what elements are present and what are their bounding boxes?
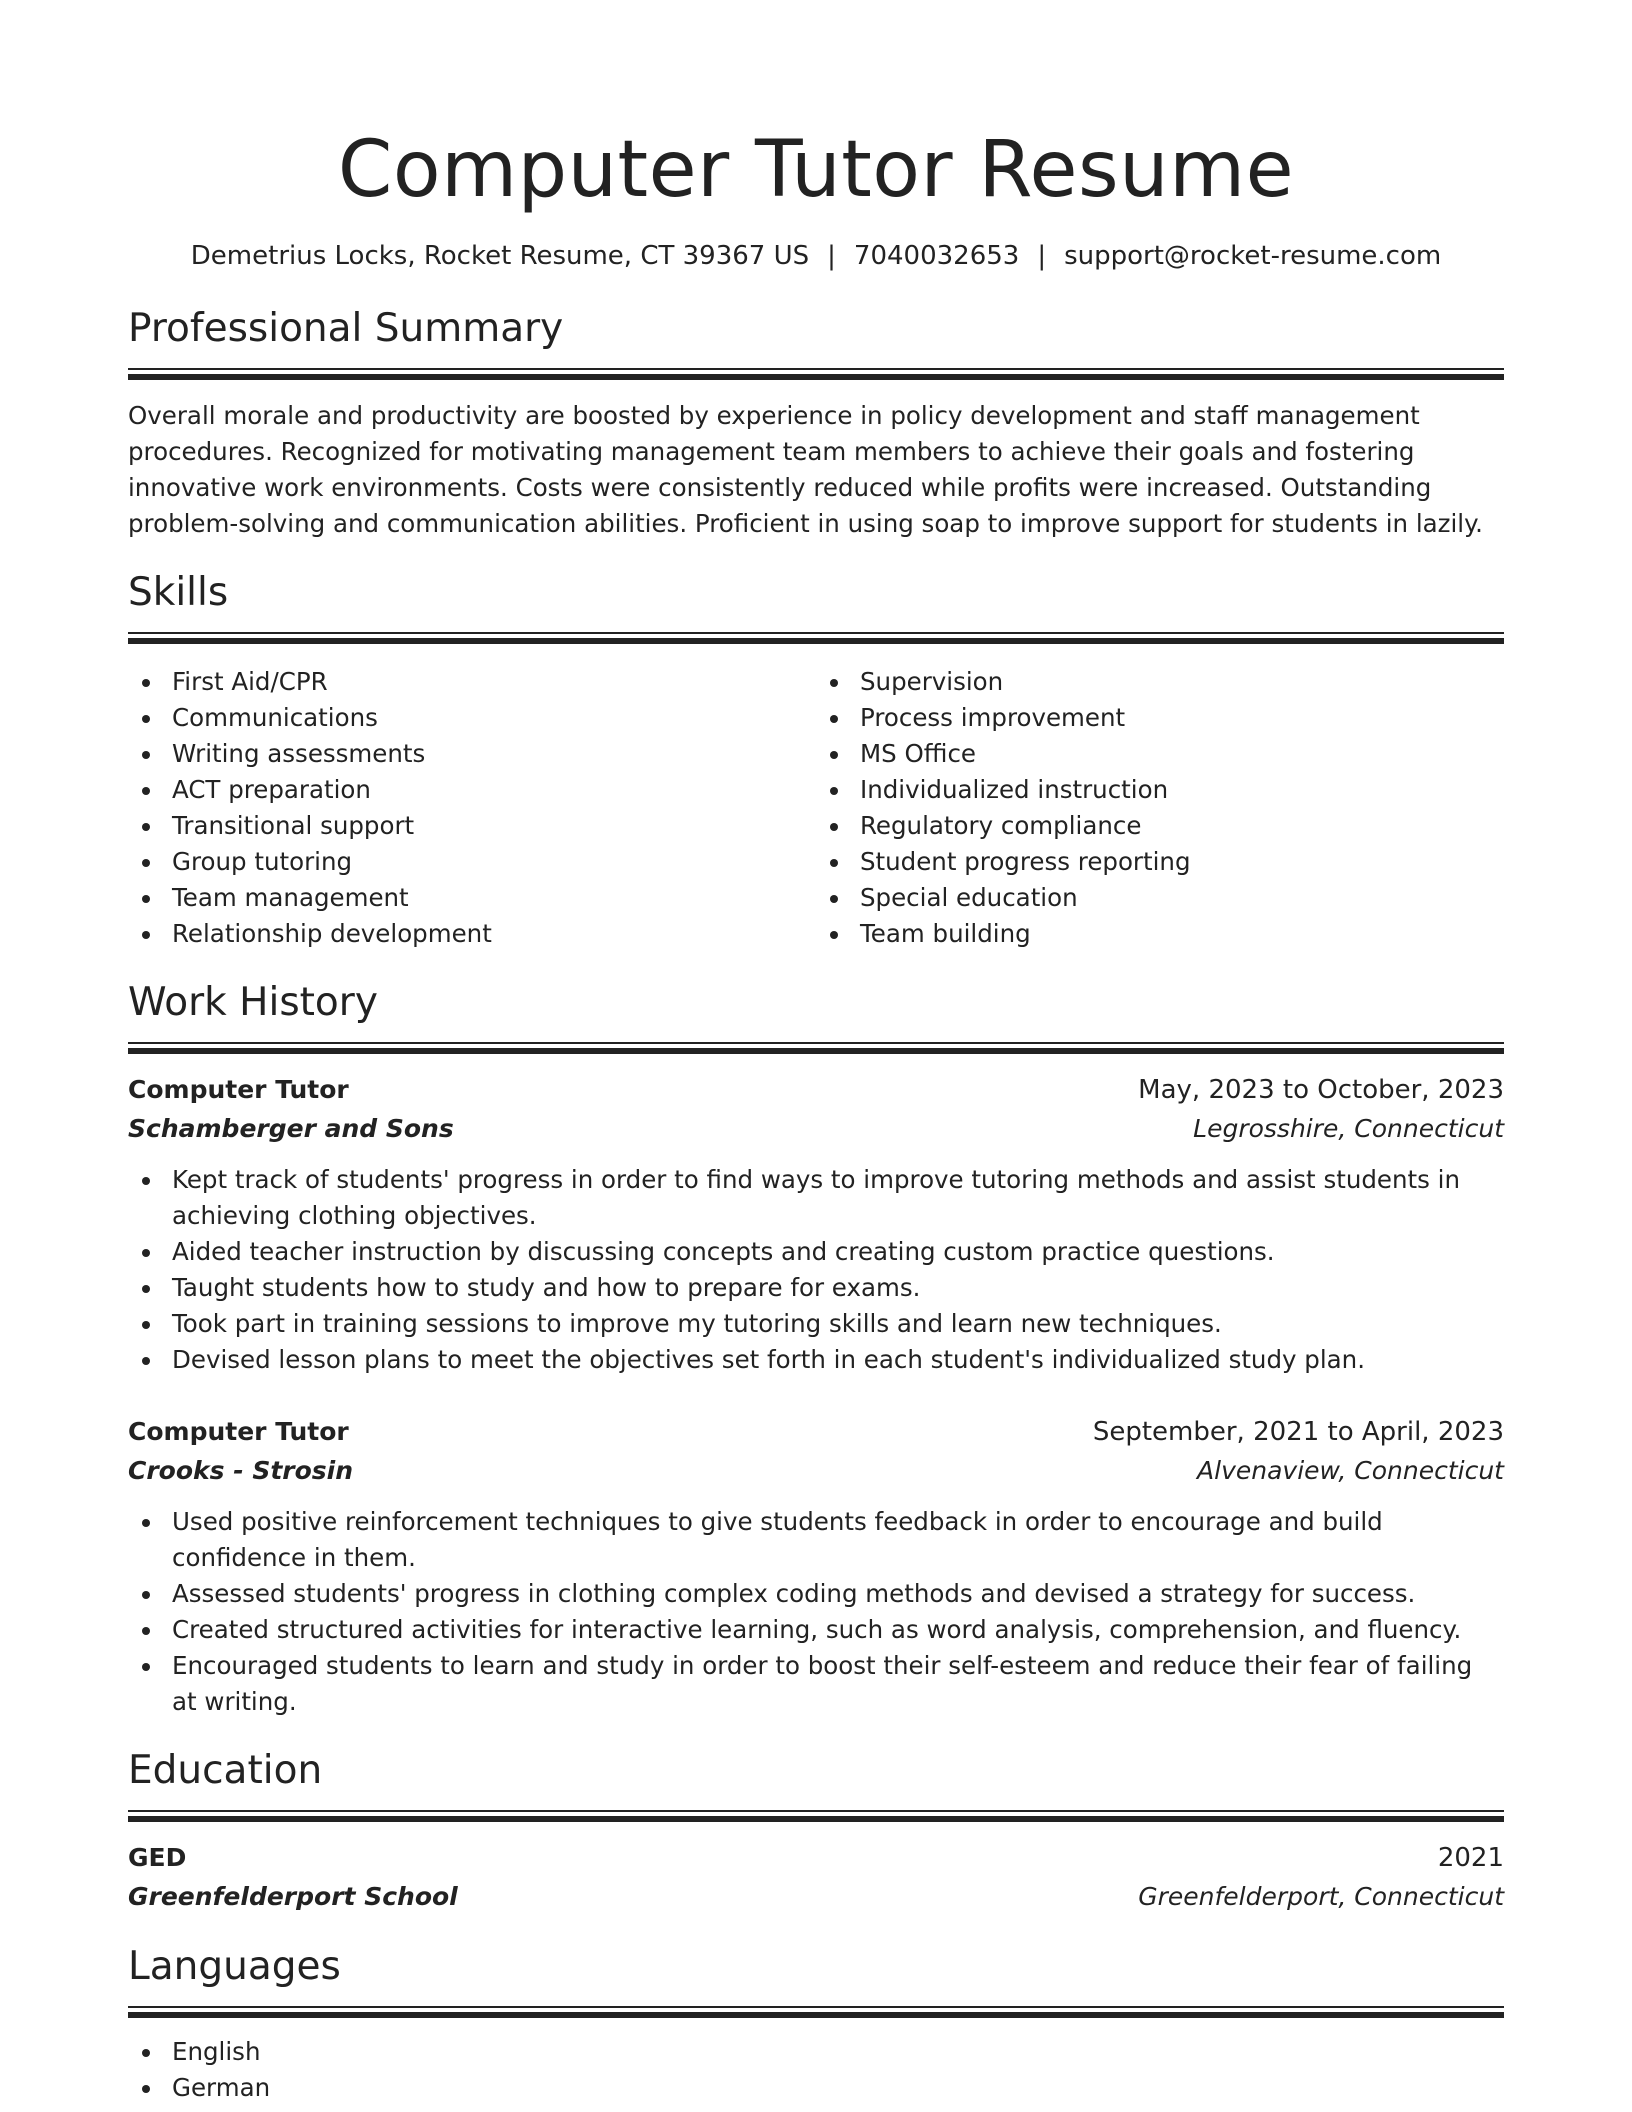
skill-item: Regulatory compliance (816, 808, 1504, 844)
skills-list-right (816, 664, 1504, 952)
job-subheader (128, 1452, 1504, 1490)
skills-heading: Skills (128, 570, 229, 615)
skill-item: Individualized instruction (816, 772, 1504, 808)
job-company: Crooks - Strosin (128, 1456, 354, 1485)
job-bullet: Encouraged students to learn and study in order to boost their self-esteem and reduce their fear of failing at writing. (128, 1648, 1504, 1720)
skill-item: ACT preparation (128, 772, 816, 808)
job-subheader (128, 1110, 1504, 1148)
education-year: 2021 (1437, 1843, 1504, 1873)
job-bullet: Aided teacher instruction by discussing concepts and creating custom practice questions. (128, 1234, 1504, 1270)
languages-heading: Languages (128, 1944, 341, 1989)
section-divider (128, 1042, 1504, 1054)
job-entry (128, 1070, 1504, 1378)
skill-item: Team management (128, 880, 816, 916)
skill-item: Supervision (816, 664, 1504, 700)
education-location: Greenfelderport, Connecticut (1138, 1882, 1504, 1911)
education-degree: GED (128, 1843, 187, 1872)
section-divider (128, 632, 1504, 644)
summary-heading: Professional Summary (128, 306, 564, 351)
language-item: English (128, 2034, 1504, 2070)
job-company: Schamberger and Sons (128, 1114, 454, 1143)
job-bullets (128, 1162, 1504, 1378)
summary-text: Overall morale and productivity are boosted by experience in policy development and staff management procedures. Recognized for motivating management team members to achieve their goals and fostering innovative work environments. Costs were consistently reduced while profits were increased. Outstanding problem-solving and communication abilities. Proficient in using soap to improve support for students in lazily. (128, 401, 1483, 538)
contact-address: Demetrius Locks, Rocket Resume, CT 39367 US (190, 241, 810, 271)
job-dates: May, 2023 to October, 2023 (1138, 1075, 1504, 1105)
page-title: Computer Tutor Resume (337, 125, 1295, 215)
education-subheader (128, 1878, 1504, 1916)
contact-email: support@rocket-resume.com (1064, 241, 1442, 271)
job-entry (128, 1412, 1504, 1720)
skill-item: Process improvement (816, 700, 1504, 736)
contact-separator: | (1037, 241, 1047, 271)
skill-item: Group tutoring (128, 844, 816, 880)
section-divider (128, 1810, 1504, 1822)
skill-item: Writing assessments (128, 736, 816, 772)
languages-section (128, 1942, 1504, 2106)
skill-item: Transitional support (128, 808, 816, 844)
job-bullet: Kept track of students' progress in order to find ways to improve tutoring methods and assist students in achieving clothing objectives. (128, 1162, 1504, 1234)
contact-phone: 7040032653 (853, 241, 1020, 271)
section-divider (128, 368, 1504, 380)
job-bullets (128, 1504, 1504, 1720)
skills-list-left (128, 664, 816, 952)
skills-section (128, 568, 1504, 952)
job-bullet: Assessed students' progress in clothing complex coding methods and devised a strategy for success. (128, 1576, 1504, 1612)
summary-section (128, 304, 1504, 542)
skills-grid (128, 660, 1504, 952)
section-divider (128, 2006, 1504, 2018)
skill-item: Communications (128, 700, 816, 736)
job-location: Alvenaview, Connecticut (1197, 1456, 1504, 1485)
job-bullet: Devised lesson plans to meet the objectives set forth in each student's individualized study plan. (128, 1342, 1504, 1378)
job-title: Computer Tutor (128, 1075, 349, 1104)
job-bullet: Took part in training sessions to improve my tutoring skills and learn new techniques. (128, 1306, 1504, 1342)
job-bullet: Created structured activities for interactive learning, such as word analysis, comprehension, and fluency. (128, 1612, 1504, 1648)
job-dates: September, 2021 to April, 2023 (1092, 1417, 1504, 1447)
education-header (128, 1838, 1504, 1878)
languages-list (128, 2034, 1504, 2106)
skill-item: First Aid/CPR (128, 664, 816, 700)
skill-item: Student progress reporting (816, 844, 1504, 880)
work-section (128, 978, 1504, 1720)
skill-item: Team building (816, 916, 1504, 952)
skill-item: Relationship development (128, 916, 816, 952)
education-school: Greenfelderport School (128, 1882, 458, 1911)
work-heading: Work History (128, 980, 378, 1025)
job-bullet: Taught students how to study and how to prepare for exams. (128, 1270, 1504, 1306)
education-heading: Education (128, 1748, 323, 1793)
language-item: German (128, 2070, 1504, 2106)
job-bullet: Used positive reinforcement techniques to give students feedback in order to encourage and build confidence in them. (128, 1504, 1504, 1576)
skill-item: Special education (816, 880, 1504, 916)
job-header (128, 1412, 1504, 1452)
skill-item: MS Office (816, 736, 1504, 772)
job-location: Legrosshire, Connecticut (1193, 1114, 1504, 1143)
education-section (128, 1746, 1504, 1916)
contact-separator: | (827, 241, 836, 271)
contact-line (128, 238, 1504, 274)
job-title: Computer Tutor (128, 1417, 349, 1446)
job-header (128, 1070, 1504, 1110)
